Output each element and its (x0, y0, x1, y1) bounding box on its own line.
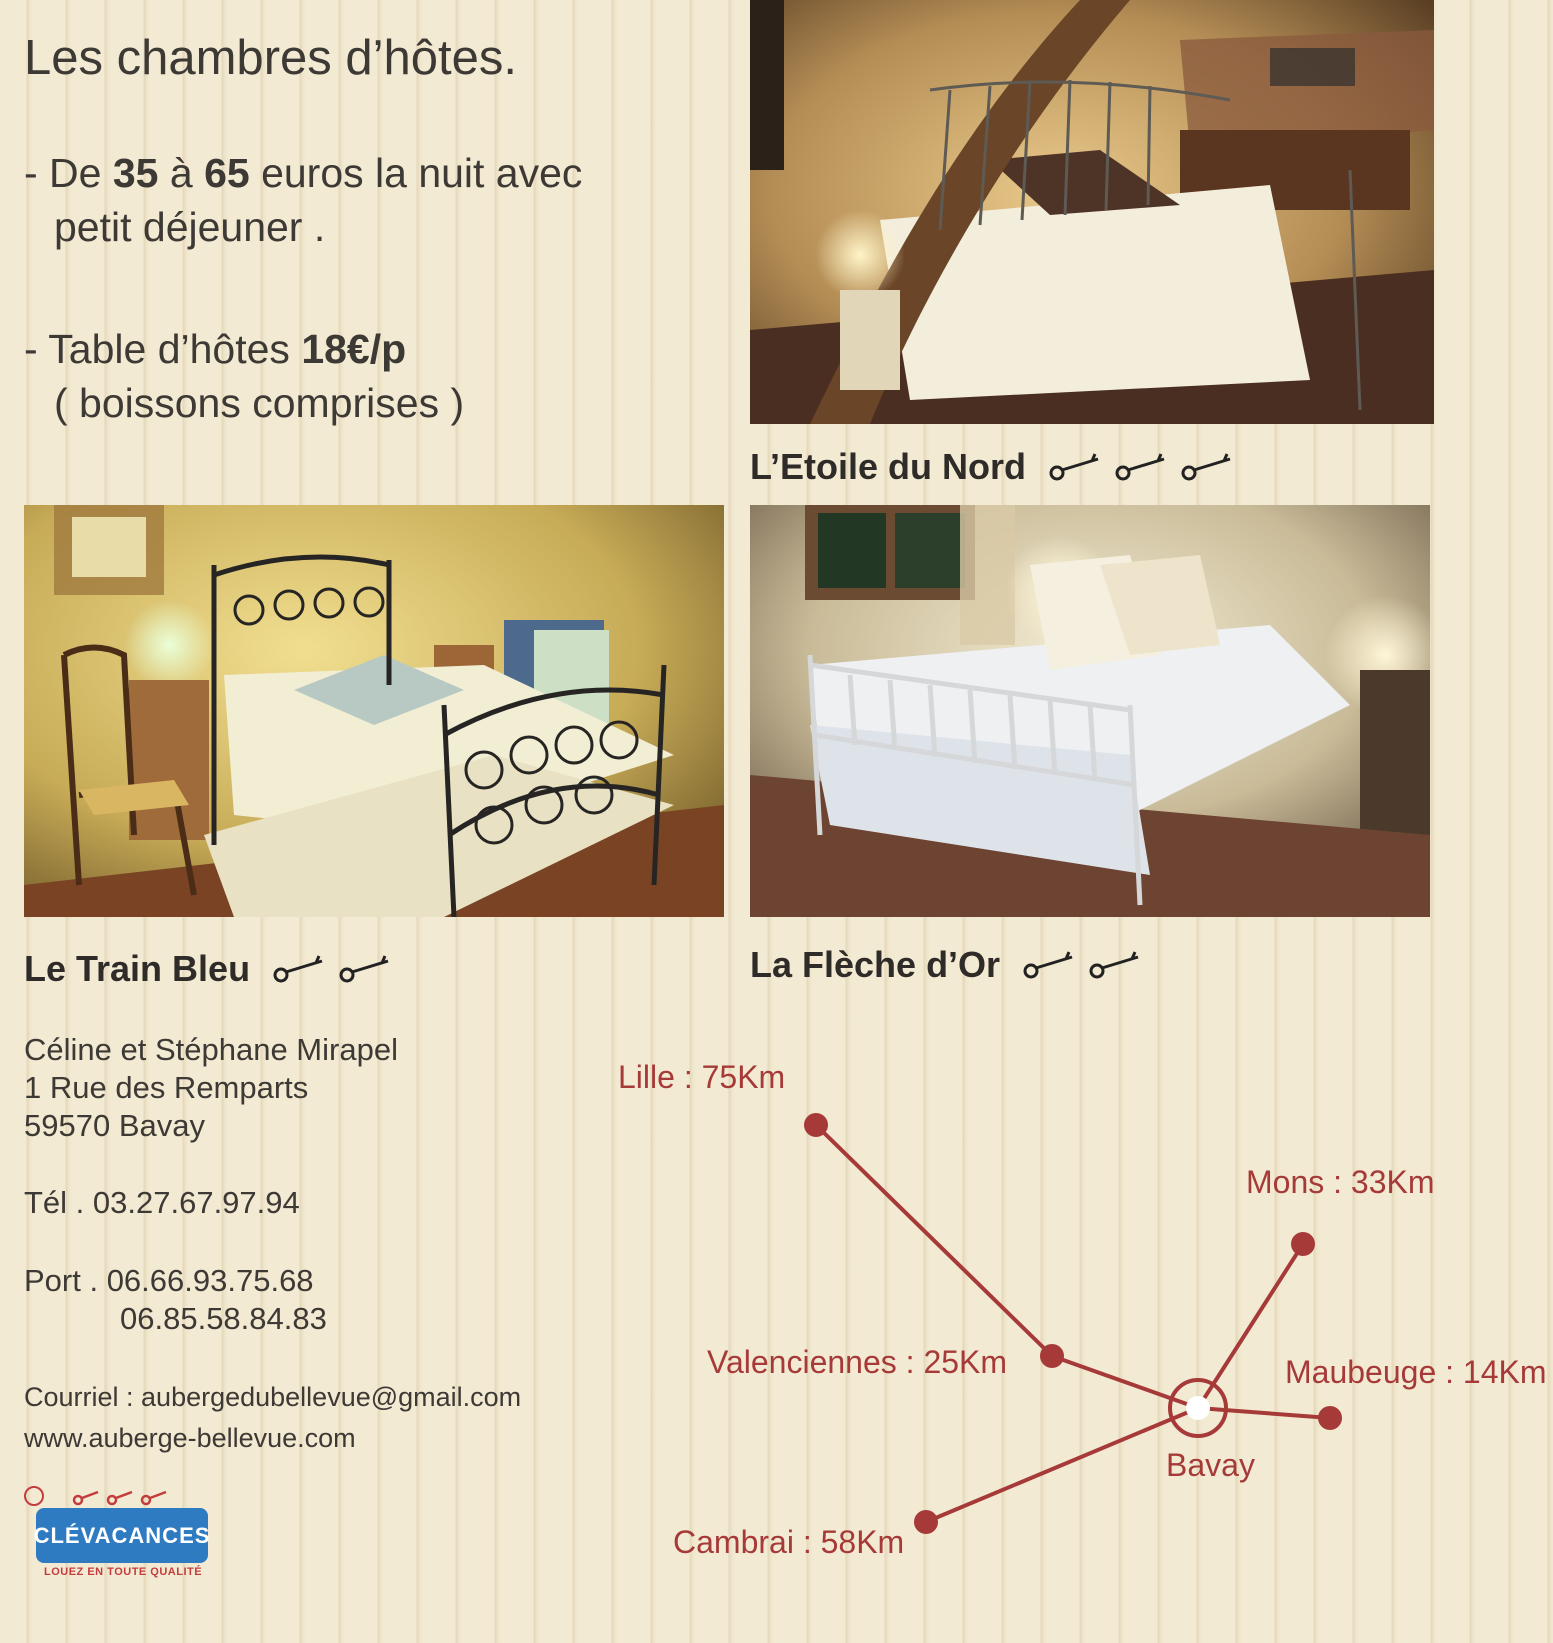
table-price: 18€/p (301, 326, 407, 372)
label-lille: Lille : 75Km (618, 1059, 786, 1095)
key-icon (1022, 949, 1078, 981)
table-hotes-line: - Table d’hôtes 18€/p (24, 326, 407, 372)
room-photo-etoile-du-nord (750, 0, 1434, 424)
maubeuge-dot (1318, 1406, 1342, 1430)
cambrai-dot (914, 1510, 938, 1534)
key-icon (1088, 949, 1144, 981)
email-address: Courriel : aubergedubellevue@gmail.com (24, 1382, 522, 1412)
room-rating-keys (1048, 451, 1236, 483)
room-name-fleche-dor: La Flèche d’Or (750, 944, 1144, 986)
price-max: 65 (204, 150, 250, 196)
website-link[interactable]: www.auberge-bellevue.com (24, 1423, 356, 1453)
breakfast-line: petit déjeuner . (54, 204, 326, 250)
label-cambrai: Cambrai : 58Km (673, 1524, 905, 1560)
key-icon (1114, 451, 1170, 483)
mobile-number-1: Port . 06.66.93.75.68 (24, 1263, 314, 1298)
price-line: - De 35 à 65 euros la nuit avec (24, 150, 583, 196)
route-lille (816, 1125, 1052, 1356)
route-valenciennes (1052, 1356, 1198, 1408)
page-title: Les chambres d’hôtes. (24, 31, 517, 85)
room-rating-keys (1022, 949, 1144, 981)
room-name-etoile-du-nord: L’Etoile du Nord (750, 446, 1236, 488)
label-valenciennes: Valenciennes : 25Km (707, 1344, 1008, 1380)
route-maubeuge (1198, 1408, 1330, 1418)
valenciennes-dot (1040, 1344, 1064, 1368)
distance-map (600, 1050, 1553, 1570)
room-photo-fleche-dor (750, 505, 1430, 917)
mobile-number-2: 06.85.58.84.83 (120, 1301, 327, 1336)
label-maubeuge: Maubeuge : 14Km (1285, 1354, 1547, 1390)
room-name-train-bleu: Le Train Bleu (24, 948, 394, 990)
key-icon (1180, 451, 1236, 483)
key-icon (1048, 451, 1104, 483)
bavay-center-dot (1186, 1396, 1210, 1420)
owners-name: Céline et Stéphane Mirapel (24, 1032, 398, 1067)
key-icon (272, 953, 328, 985)
route-cambrai (926, 1408, 1198, 1522)
key-icon (338, 953, 394, 985)
room-photo-train-bleu (24, 505, 724, 917)
drinks-note: ( boissons comprises ) (54, 380, 465, 426)
logo-keys-icon (20, 1483, 180, 1509)
mons-dot (1291, 1232, 1315, 1256)
lille-dot (804, 1113, 828, 1137)
phone-number: Tél . 03.27.67.97.94 (24, 1185, 300, 1220)
price-min: 35 (112, 150, 159, 196)
clevacances-logo: CLÉVACANCES (36, 1508, 208, 1563)
label-mons: Mons : 33Km (1246, 1164, 1435, 1200)
city-address: 59570 Bavay (24, 1108, 205, 1143)
logo-tagline: LOUEZ EN TOUTE QUALITÉ (44, 1566, 203, 1578)
label-bavay: Bavay (1166, 1447, 1255, 1483)
street-address: 1 Rue des Remparts (24, 1070, 309, 1105)
room-rating-keys (272, 953, 394, 985)
